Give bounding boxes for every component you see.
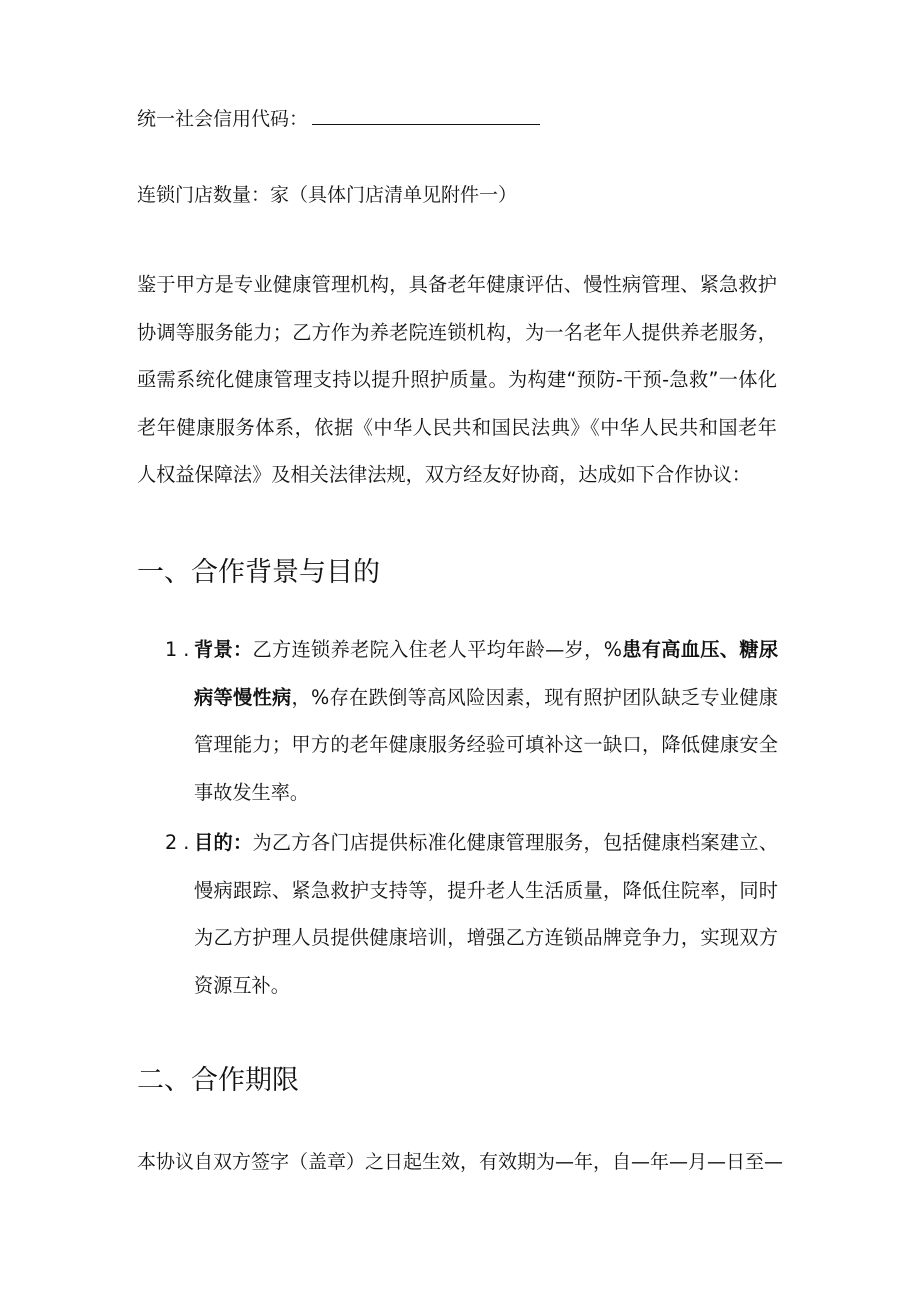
intro-paragraph: 鉴于甲方是专业健康管理机构，具备老年健康评估、慢性病管理、紧急救护协调等服务能力；乙方作为养老院连锁机构，为一名老年人提供养老服务，亟需系统化健康管理支持以提升照护质量。为构建“预防-干预-急救”一体化老年健康服务体系，依据《中华人民共和国民法典》《中华人民共和国老年人权益保障法》及相关法律法规，双方经友好协商，达成如下合作协议： [137,273,777,486]
section-2-text: 本协议自双方签字（盖章）之日起生效，有效期为—年，自—年—月—日至— [137,1151,784,1173]
section-1-item-2 [137,819,777,1009]
item-emphasis: 患有高血压、糖尿病等慢性病 [194,638,779,709]
item-label: 背景： [194,638,253,661]
item-body [194,626,778,816]
item-body [194,819,778,1009]
item-text: 为乙方各门店提供标准化健康管理服务，包括健康档案建立、慢病跟踪、紧急救护支持等，提升老人生活质量，降低住院率，同时为乙方护理人员提供健康培训，增强乙方连锁品牌竞争力，实现双方资源互补。 [194,831,779,997]
item-label: 目的： [194,831,253,854]
item-text-continued: ，%存在跌倒等高风险因素，现有照护团队缺乏专业健康管理能力；甲方的老年健康服务经验可填补这一缺口，降低健康安全事故发生率。 [194,685,778,804]
credit-code-label: 统一社会信用代码： [137,108,309,130]
section-1-item-1 [137,626,777,816]
store-count-line: 连锁门店数量：家（具体门店清单见附件一） [137,184,518,206]
section-2-heading: 二、合作期限 [137,1065,299,1096]
item-number: 2 . [165,831,190,854]
credit-code-line [137,107,540,131]
credit-code-blank[interactable] [312,107,540,125]
item-text: 乙方连锁养老院入住老人平均年龄—岁，% [252,638,622,661]
section-1-heading: 一、合作背景与目的 [137,557,380,588]
item-number: 1 . [165,638,190,661]
